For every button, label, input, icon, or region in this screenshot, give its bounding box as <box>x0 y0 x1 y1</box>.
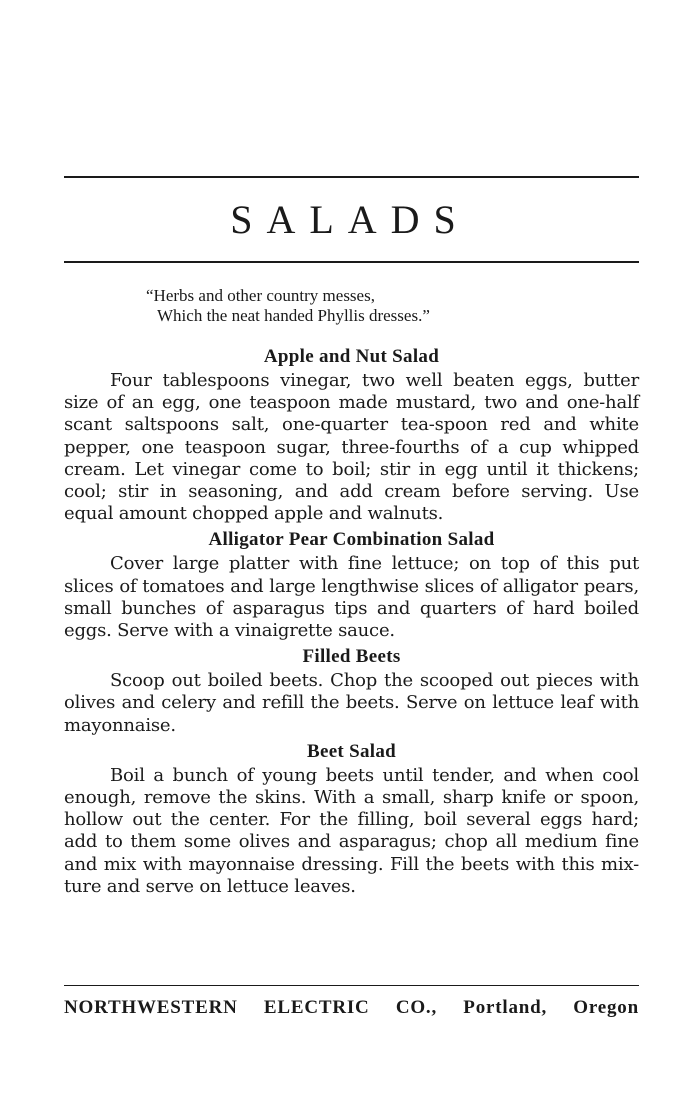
recipe-heading: Apple and Nut Salad <box>263 346 440 367</box>
recipe-text: Scoop out boiled beets. Chop the scooped out pieces with olives and celery and refill the beets. Serve on lettuce leaf with mayonnaise. <box>64 670 639 736</box>
recipe-text: Four tablespoons vinegar, two well beaten eggs, butter size of an egg, one teaspoon made mustard, two and one-half scant saltspoons salt, one-quarter tea-spoon red and white pepper, one teaspoon sugar, three-fourths of a cup whipped cream. Let vinegar come to boil; stir in egg until it thickens; cool; stir in seasoning, and add cream before serving. Use equal amount chopped apple and walnuts. <box>64 370 639 525</box>
footer-word: ELECTRIC <box>263 997 370 1018</box>
page-title: SALADS <box>230 197 470 242</box>
recipe-heading: Alligator Pear Combination Salad <box>208 529 495 551</box>
recipe-text: Cover large platter with fine lettuce; on top of this put slices of tomatoes and large lengthwise slices of alligator pears, small bunches of asparagus tips and quarters of hard boiled eggs. Serve with a vinaigrette sauce. <box>64 553 639 642</box>
top-rule <box>64 176 639 178</box>
footer-rule <box>64 985 639 986</box>
recipe-list <box>64 344 639 900</box>
epigraph-line: Which the neat handed Phyllis dresses.” <box>157 306 430 325</box>
publisher-footer <box>64 997 639 1019</box>
recipe-heading: Beet Salad <box>306 740 397 762</box>
epigraph <box>146 286 646 326</box>
epigraph-line: “Herbs and other country messes, <box>146 286 375 305</box>
footer-word: CO., <box>395 997 438 1018</box>
footer-word: Portland, <box>463 997 548 1018</box>
title-rule <box>64 261 639 263</box>
footer-word: NORTHWESTERN <box>64 997 238 1018</box>
footer-word: Oregon <box>573 997 639 1018</box>
recipe-heading: Filled Beets <box>302 646 401 668</box>
recipe-text: Boil a bunch of young beets until tender, and when cool enough, remove the skins. With a small, sharp knife or spoon, hollow out the center. For the filling, boil several eggs hard; add to them some olives and asparagus; chop all medium fine and mix with mayonnaise dressing. Fill the beets with this mix-ture and serve on lettuce leaves. <box>64 764 639 897</box>
